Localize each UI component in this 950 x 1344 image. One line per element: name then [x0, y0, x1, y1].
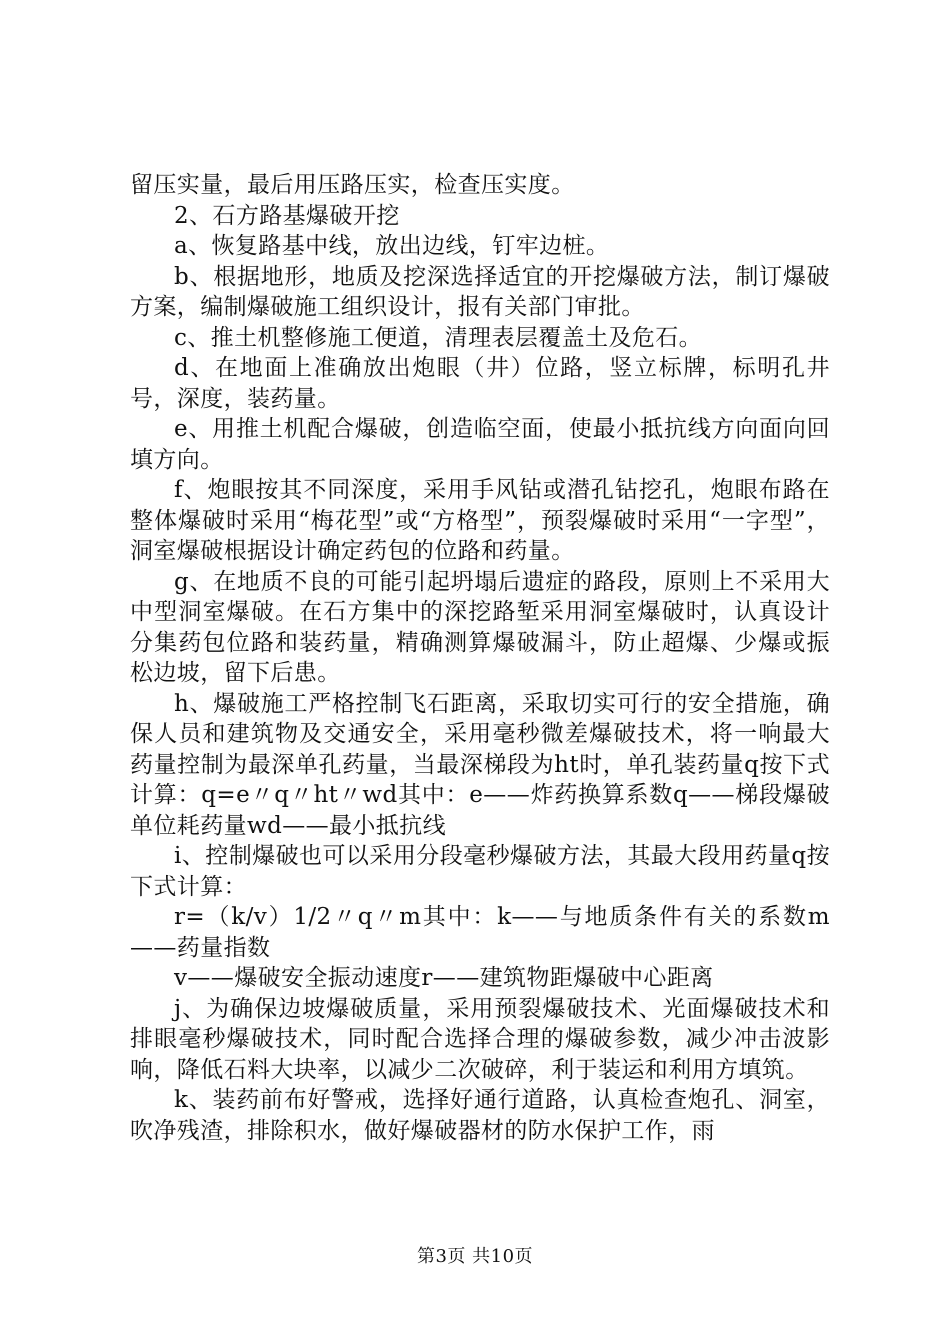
page-body: [130, 170, 830, 1146]
paragraph-3: b、根据地形，地质及挖深选择适宜的开挖爆破方法，制订爆破方案，编制爆破施工组织设计，报有关部门审批。: [130, 263, 830, 320]
page-footer: 第3页 共10页: [416, 1246, 534, 1267]
paragraph-6: e、用推土机配合爆破，创造临空面，使最小抵抗线方向面向回填方向。: [130, 416, 830, 473]
paragraph-14: k、装药前布好警戒，选择好通行道路，认真检查炮孔、洞室，吹净残渣，排除积水，做好爆破器材的防水保护工作，雨: [130, 1087, 830, 1144]
paragraph-4: c、推土机整修施工便道，清理表层覆盖土及危石。: [174, 324, 703, 351]
paragraph-5: d、在地面上准确放出炮眼（井）位路，竖立标牌，标明孔井号，深度，装药量。: [130, 355, 830, 412]
paragraph-0: 留压实量，最后用压路压实，检查压实度。: [130, 172, 575, 198]
paragraph-8: g、在地质不良的可能引起坍塌后遗症的路段，原则上不采用大中型洞室爆破。在石方集中的深挖路堑采用洞室爆破时，认真设计分集药包位路和装药量，精确测算爆破漏斗，防止超爆、少爆或振松边坡，留下后患。: [130, 568, 830, 686]
paragraph-9: h、爆破施工严格控制飞石距离，采取切实可行的安全措施，确保人员和建筑物及交通安全，采用毫秒微差爆破技术，将一响最大药量控制为最深单孔药量，当最深梯段为ht时，单孔装药量q按下式计算：q=e〃q〃ht〃wd其中：e——炸药换算系数q——梯段爆破单位耗药量wd——最小抵抗线: [130, 690, 830, 839]
paragraph-7: f、炮眼按其不同深度，采用手风钻或潜孔钻挖孔，炮眼布路在整体爆破时采用“梅花型”或“方格型”，预裂爆破时采用“一字型”，洞室爆破根据设计确定药包的位路和药量。: [130, 477, 830, 564]
paragraph-10: i、控制爆破也可以采用分段毫秒爆破方法，其最大段用药量q按下式计算：: [130, 843, 830, 900]
paragraph-13: j、为确保边坡爆破质量，采用预裂爆破技术、光面爆破技术和排眼毫秒爆破技术，同时配合选择合理的爆破参数，减少冲击波影响，降低石料大块率，以减少二次破碎，利于装运和利用方填筑。: [130, 995, 830, 1083]
paragraph-11: r=（k/v）1/2〃q〃m其中：k——与地质条件有关的系数m——药量指数: [130, 904, 830, 961]
paragraph-2: a、恢复路基中线，放出边线，钉牢边桩。: [174, 233, 610, 259]
paragraph-1: 2、石方路基爆破开挖: [174, 202, 400, 229]
paragraph-12: v——爆破安全振动速度r——建筑物距爆破中心距离: [174, 965, 714, 991]
